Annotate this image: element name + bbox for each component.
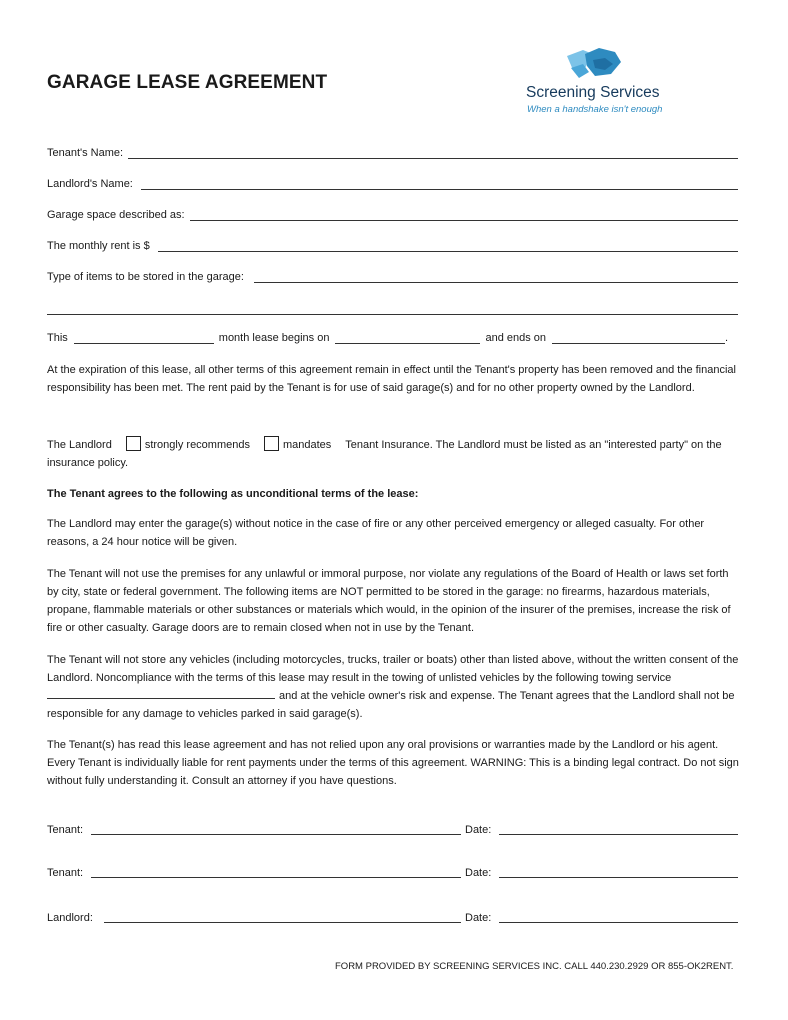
garage-space-line[interactable] xyxy=(190,209,738,221)
tenant-name-label: Tenant's Name: xyxy=(47,147,124,159)
monthly-rent-field[interactable] xyxy=(47,238,738,252)
landlord-name-field[interactable] xyxy=(47,176,738,190)
signature-label: Tenant: xyxy=(47,824,84,836)
towing-service-line[interactable] xyxy=(47,688,275,699)
garage-space-field[interactable] xyxy=(47,207,738,221)
landlord-name-label: Landlord's Name: xyxy=(47,178,133,190)
monthly-rent-label: The monthly rent is $ xyxy=(47,240,150,252)
items-stored-line[interactable] xyxy=(254,271,738,283)
expiration-paragraph: At the expiration of this lease, all other terms of this agreement remain in effect until the Tenant's property has been removed and the financial responsibility has been met. The rent paid by the Tenant is for use of said garage(s) and for no other property owned by the Landlord. xyxy=(47,364,736,394)
items-stored-line-2[interactable] xyxy=(47,314,738,315)
signature-row-tenant-1 xyxy=(47,822,738,836)
signature-row-landlord xyxy=(47,910,738,924)
mandates-checkbox[interactable] xyxy=(264,436,279,451)
lease-begins-label: month lease begins on xyxy=(218,332,330,344)
insurance-prefix: The Landlord xyxy=(47,439,112,451)
lease-begin-date-line[interactable] xyxy=(335,332,480,344)
vehicles-text-1: The Tenant will not store any vehicles (including motorcycles, trucks, trailer or boats) other than listed above, without the written consent of the Landlord. Noncompliance with the terms of this lease may result in the towing of unlisted vehicles by the following towing service xyxy=(47,654,739,684)
signature-row-tenant-2 xyxy=(47,865,738,879)
signature-line[interactable] xyxy=(104,922,461,923)
date-label: Date: xyxy=(465,867,492,879)
date-label: Date: xyxy=(465,912,492,924)
document-title: GARAGE LEASE AGREEMENT xyxy=(47,72,328,93)
brand-name: Screening Services xyxy=(526,84,660,101)
date-line[interactable] xyxy=(499,877,738,878)
landlord-name-line[interactable] xyxy=(141,178,738,190)
monthly-rent-line[interactable] xyxy=(158,240,738,252)
lease-ends-label: and ends on xyxy=(485,332,547,344)
read-agreement-paragraph: The Tenant(s) has read this lease agreement and has not relied upon any oral provisions or warranties made by the Landlord or his agent. Every Tenant is individually liable for rent payments under the terms of this agreement. WARNING: This is a binding legal contract. Do not sign without fully understanding it. Consult an attorney if you have questions. xyxy=(47,739,739,787)
items-stored-field[interactable] xyxy=(47,269,738,283)
signature-line[interactable] xyxy=(91,877,461,878)
premises-paragraph: The Tenant will not use the premises for any unlawful or immoral purpose, nor violate any regulations of the Board of Health or laws set forth by city, state or federal government. The following items are NOT permitted to be stored in the garage: no firearms, hazardous materials, propane, flammable materials or other substances or materials which would, in the opinion of the insurer of the premises, increase the risk of fire or other casualty. Garage doors are to remain closed when not in use by the Tenant. xyxy=(47,568,731,634)
lease-end-date-line[interactable] xyxy=(552,332,725,344)
recommends-checkbox[interactable] xyxy=(126,436,141,451)
vehicles-text-2: and at the vehicle owner's risk and expense. The Tenant agrees that the Landlord shall not be responsible for any damage to vehicles parked in said garage(s). xyxy=(47,690,735,720)
date-label: Date: xyxy=(465,824,492,836)
signature-label: Landlord: xyxy=(47,912,93,924)
date-line[interactable] xyxy=(499,834,738,835)
lease-term-row xyxy=(47,330,738,344)
signature-label: Tenant: xyxy=(47,867,84,879)
insurance-suffix: Tenant Insurance. The Landlord must be listed as an "interested party" on the insurance policy. xyxy=(47,439,722,469)
brand-tagline: When a handshake isn't enough xyxy=(527,104,663,115)
terms-heading: The Tenant agrees to the following as unconditional terms of the lease: xyxy=(47,488,419,500)
tenant-name-field[interactable] xyxy=(47,145,738,159)
recommends-label: strongly recommends xyxy=(144,439,250,451)
garage-space-label: Garage space described as: xyxy=(47,209,185,221)
entry-paragraph: The Landlord may enter the garage(s) without notice in the case of fire or any other perceived emergency or alleged casualty. For other reasons, a 24 hour notice will be given. xyxy=(47,518,705,548)
tenant-name-line[interactable] xyxy=(128,147,738,159)
lease-this-label: This xyxy=(47,332,68,344)
lease-months-line[interactable] xyxy=(74,332,214,344)
handshake-icon xyxy=(565,46,625,82)
date-line[interactable] xyxy=(499,922,738,923)
items-stored-label: Type of items to be stored in the garage: xyxy=(47,271,244,283)
insurance-paragraph xyxy=(47,436,743,472)
vehicles-paragraph xyxy=(47,651,743,723)
footer-text: FORM PROVIDED BY SCREENING SERVICES INC. CALL 440.230.2929 OR 855-OK2RENT. xyxy=(335,961,734,972)
signature-line[interactable] xyxy=(91,834,461,835)
lease-period: . xyxy=(725,332,729,344)
mandates-label: mandates xyxy=(282,439,332,451)
